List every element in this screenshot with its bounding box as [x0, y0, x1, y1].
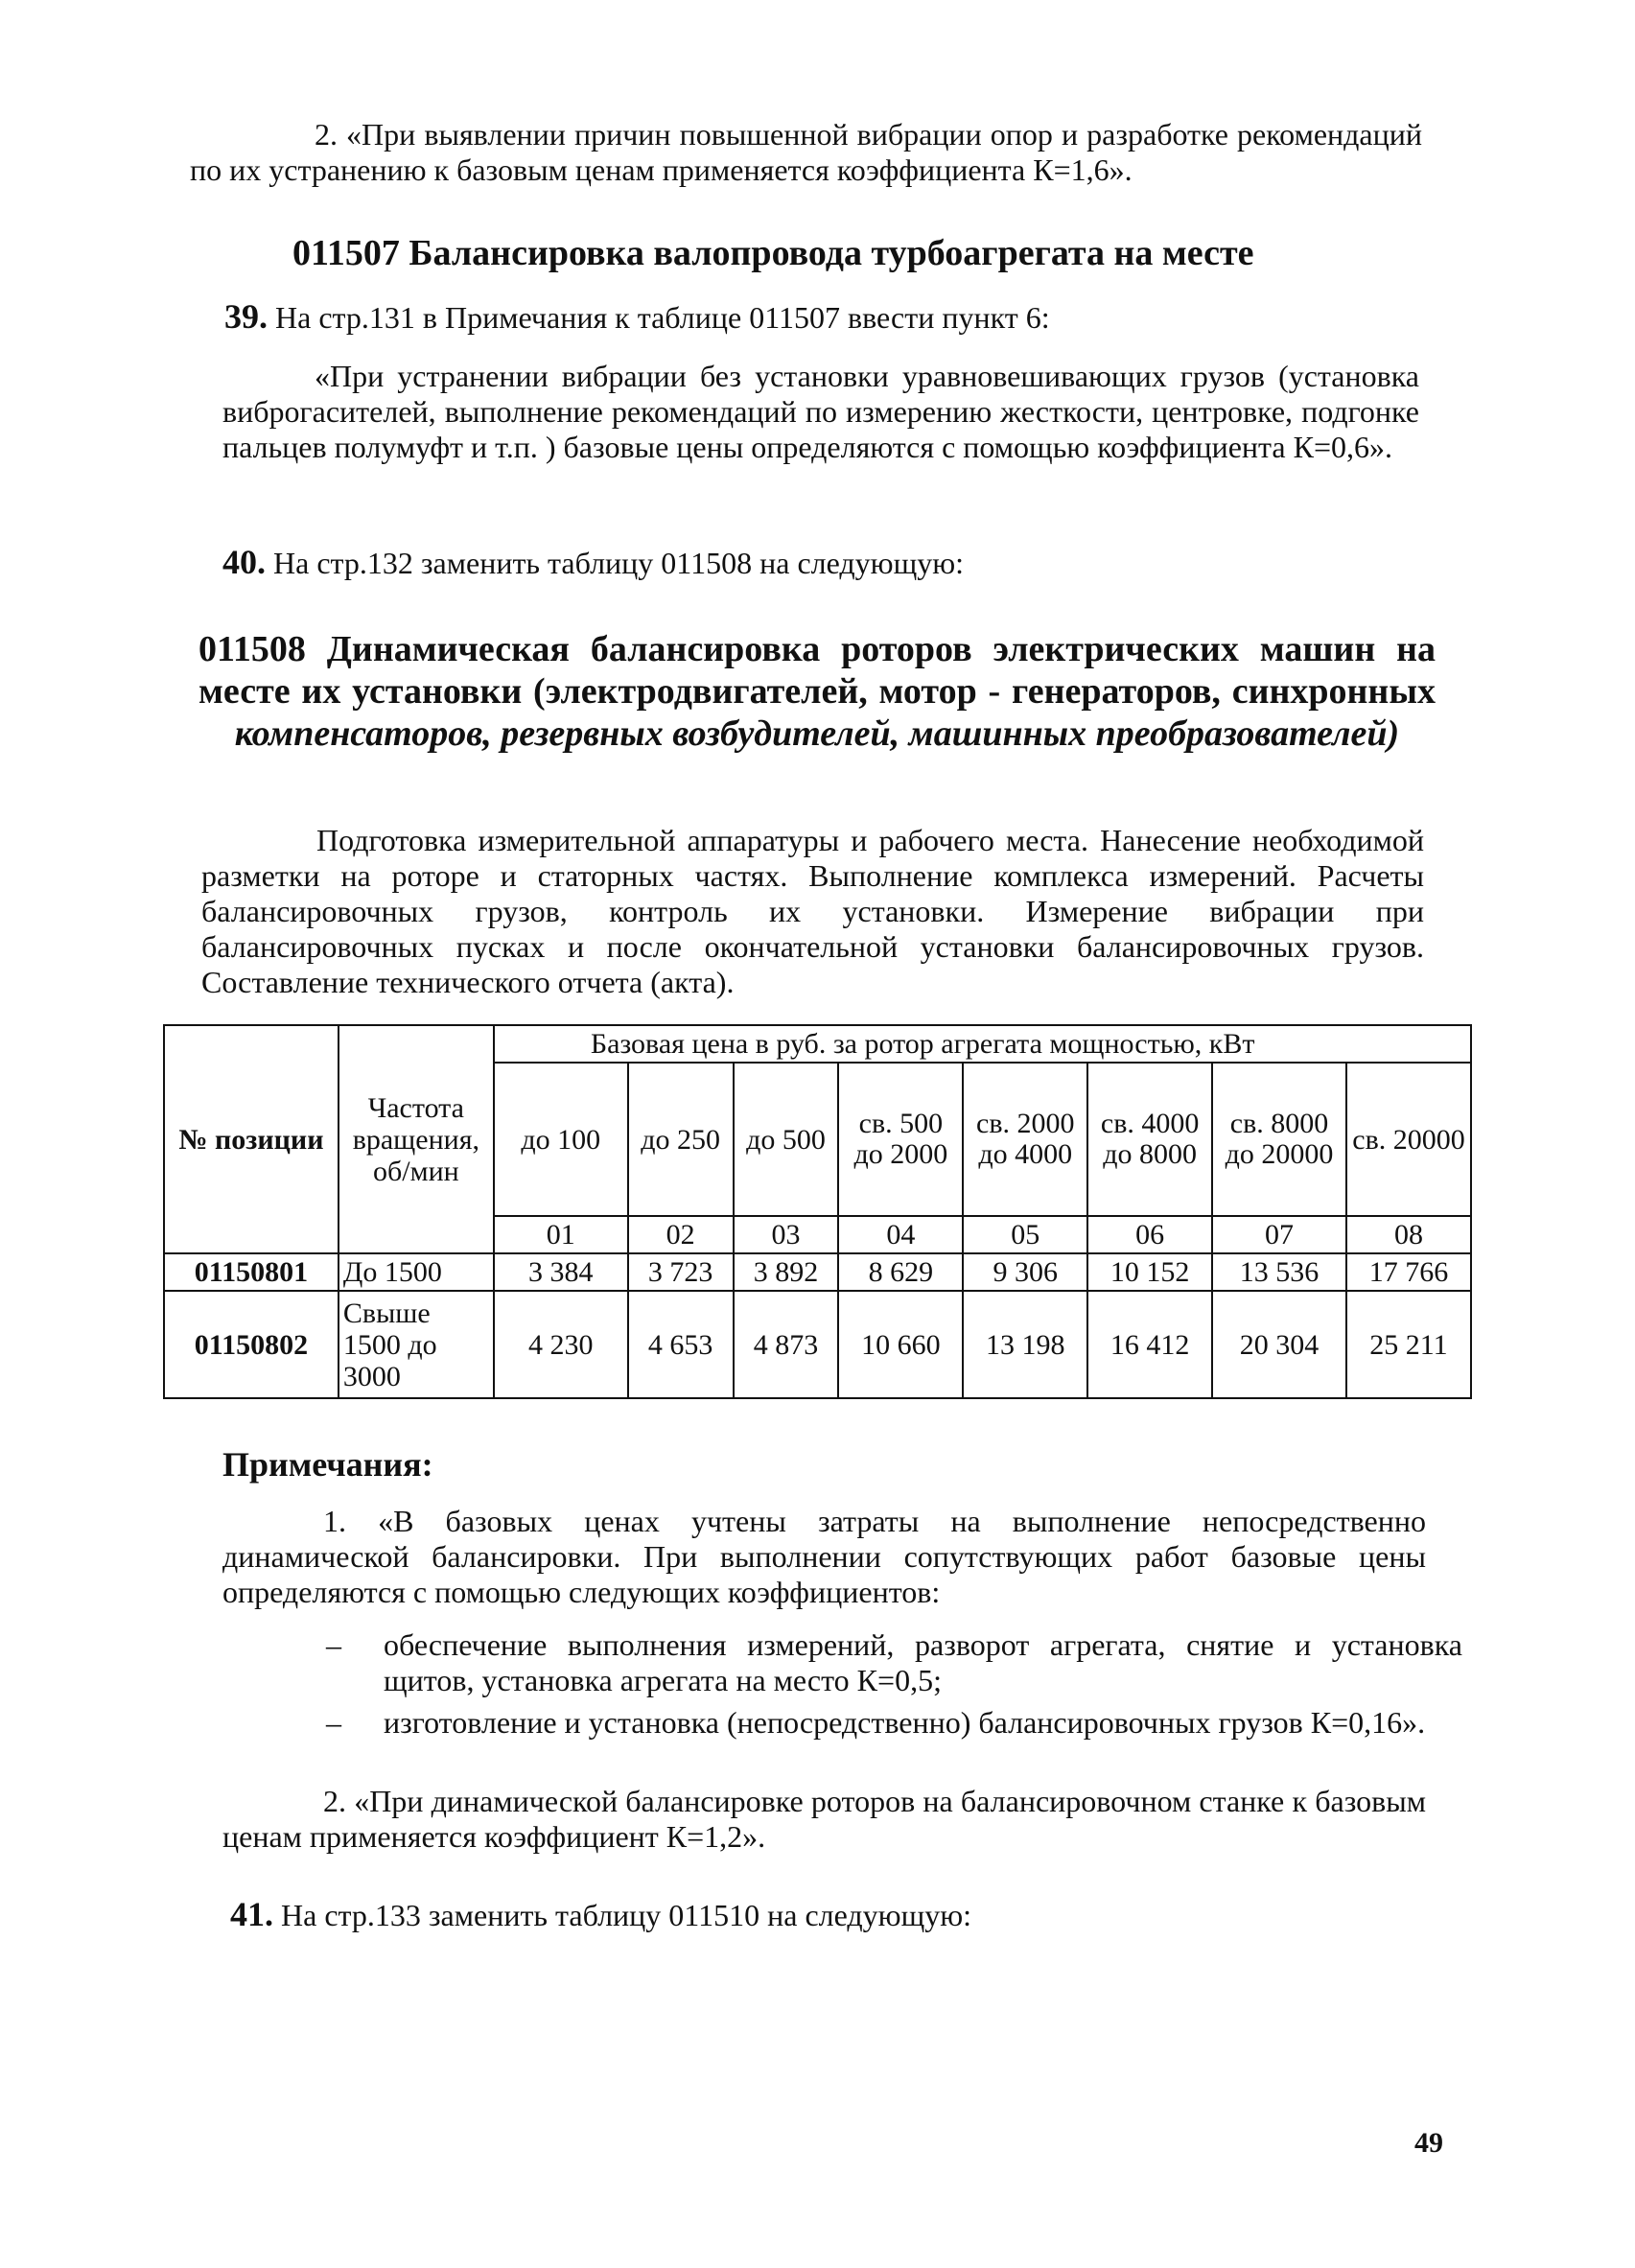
column-header-position: № позиции [164, 1025, 339, 1253]
row-position: 01150802 [164, 1291, 339, 1398]
note-1-bullet: изготовление и установка (непосредственно) балансировочных грузов К=0,16». [384, 1705, 1426, 1740]
item-39-text: На стр.131 в Примечания к таблице 011507 ввести пункт 6: [275, 300, 1050, 335]
bullet-dash: – [326, 1705, 341, 1740]
column-code: 01 [494, 1216, 628, 1253]
power-header: до 100 [494, 1063, 628, 1216]
section-011507-title: 011507 Балансировка валопровода турбоагрегата на месте [292, 233, 1254, 273]
table-row [164, 1291, 1471, 1398]
section-011508-title [199, 628, 1436, 755]
column-code: 06 [1087, 1216, 1212, 1253]
column-code: 02 [628, 1216, 734, 1253]
power-header: св. 8000 до 20000 [1212, 1063, 1346, 1216]
column-code: 05 [963, 1216, 1087, 1253]
price-cell: 3 892 [734, 1253, 839, 1291]
note-1-intro: 1. «В базовых ценах учтены затраты на выполнение непосредственно динамической балансировки. При выполнении сопутствующих работ базовые цены определяются с помощью следующих коэффициентов: [222, 1504, 1426, 1609]
price-cell: 3 723 [628, 1253, 734, 1291]
price-cell: 8 629 [838, 1253, 963, 1291]
price-cell: 10 152 [1087, 1253, 1212, 1291]
price-cell: 4 653 [628, 1291, 734, 1398]
price-cell: 4 873 [734, 1291, 839, 1398]
item-40-number: 40. [222, 543, 266, 581]
intro-note: 2. «При выявлении причин повышенной вибрации опор и разработке рекомендаций по их устранению к базовым ценам применяется коэффициента К=1,6». [190, 117, 1422, 187]
item-41-number: 41. [230, 1895, 273, 1933]
item-39-quote: «При устранении вибрации без установки уравновешивающих грузов (установка виброгасителей, выполнение рекомендаций по измерению жесткости, центровке, подгонке пальцев полумуфт и т.п. ) базовые цены определяются с помощью коэффициента К=0,6». [222, 359, 1419, 464]
column-code: 08 [1346, 1216, 1471, 1253]
item-40 [222, 545, 1431, 581]
price-cell: 9 306 [963, 1253, 1087, 1291]
row-position: 01150801 [164, 1253, 339, 1291]
price-cell: 4 230 [494, 1291, 628, 1398]
section-011508-title-part1: 011508 Динамическая балансировка роторов электрических машин на месте их установки (электродвигателей, мотор - генераторов, синхронных [199, 629, 1436, 712]
item-39-number: 39. [224, 297, 268, 336]
item-40-text: На стр.132 заменить таблицу 011508 на следующую: [273, 546, 965, 580]
notes-title: Примечания: [222, 1445, 433, 1484]
table-row [164, 1253, 1471, 1291]
price-cell: 13 198 [963, 1291, 1087, 1398]
power-header: св. 4000 до 8000 [1087, 1063, 1212, 1216]
bullet-dash: – [326, 1627, 341, 1662]
price-caption: Базовая цена в руб. за ротор агрегата мощностью, кВт [494, 1025, 1471, 1063]
page-number: 49 [1414, 2127, 1443, 2159]
row-speed: До 1500 [339, 1253, 494, 1291]
price-cell: 25 211 [1346, 1291, 1471, 1398]
price-cell: 16 412 [1087, 1291, 1212, 1398]
price-cell: 20 304 [1212, 1291, 1346, 1398]
price-cell: 10 660 [838, 1291, 963, 1398]
power-header: св. 500 до 2000 [838, 1063, 963, 1216]
section-011508-description: Подготовка измерительной аппаратуры и рабочего места. Нанесение необходимой разметки на роторе и статорных частях. Выполнение комплекса измерений. Расчеты балансировочных грузов, контроль их установки. Измерение вибрации при балансировочных пусках и после окончательной установки балансировочных грузов. Составление технического отчета (акта). [201, 823, 1424, 999]
column-code: 07 [1212, 1216, 1346, 1253]
note-1-bullet: обеспечение выполнения измерений, разворот агрегата, снятие и установка щитов, установка агрегата на место К=0,5; [384, 1627, 1462, 1697]
price-cell: 3 384 [494, 1253, 628, 1291]
section-011508-title-part2: компенсаторов, резервных возбудителей, машинных преобразователей) [234, 713, 1400, 754]
power-header: до 500 [734, 1063, 839, 1216]
table-header-row [164, 1025, 1471, 1063]
price-cell: 13 536 [1212, 1253, 1346, 1291]
row-speed: Свыше 1500 до 3000 [339, 1291, 494, 1398]
column-code: 03 [734, 1216, 839, 1253]
price-table [163, 1024, 1472, 1399]
power-header: до 250 [628, 1063, 734, 1216]
item-41 [230, 1897, 1438, 1933]
power-header: св. 2000 до 4000 [963, 1063, 1087, 1216]
power-header: св. 20000 [1346, 1063, 1471, 1216]
price-cell: 17 766 [1346, 1253, 1471, 1291]
item-39 [224, 299, 1433, 336]
item-41-text: На стр.133 заменить таблицу 011510 на следующую: [281, 1898, 972, 1932]
note-2: 2. «При динамической балансировке роторов на балансировочном станке к базовым ценам применяется коэффициент К=1,2». [222, 1784, 1426, 1854]
column-header-speed: Частота вращения, об/мин [339, 1025, 494, 1253]
column-code: 04 [838, 1216, 963, 1253]
